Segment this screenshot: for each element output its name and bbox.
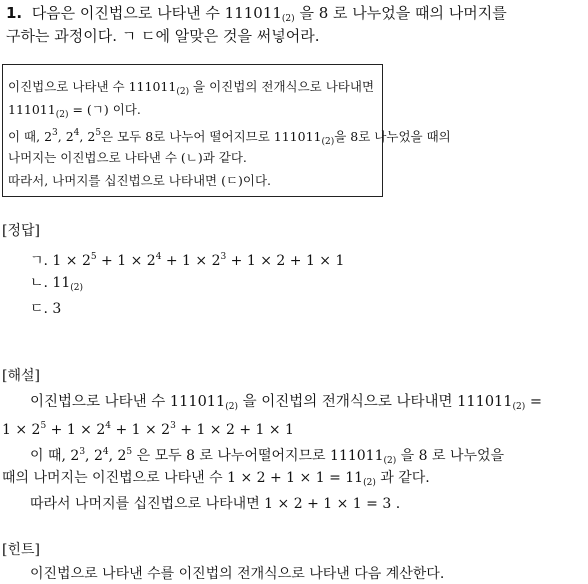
- answer-item-1: [30, 248, 344, 270]
- superscript: 5: [126, 447, 133, 457]
- text: , 2: [57, 129, 74, 144]
- text: , 2: [108, 448, 127, 464]
- question-line-1: [6, 4, 507, 28]
- question-number: 1.: [6, 4, 23, 22]
- explanation-heading: [해설]: [2, 368, 40, 384]
- box-line-3: [8, 124, 451, 151]
- subscript: (2): [321, 137, 335, 147]
- subscript: (2): [55, 110, 69, 120]
- text: 이진법으로 나타낸 수 111011: [30, 394, 226, 410]
- superscript: 5: [95, 128, 102, 138]
- superscript: 3: [52, 128, 58, 138]
- text: + 1 × 2: [46, 422, 106, 438]
- text: + 1 × 2: [96, 253, 156, 269]
- text: 때의 나머지는 이진법으로 나타낸 수 1 × 2 + 1 × 1 = 11: [2, 470, 364, 486]
- superscript: 5: [90, 252, 97, 262]
- answer-item-2: [30, 274, 83, 297]
- explanation-line-2: [2, 417, 294, 439]
- answer-item-3: ㄷ. 3: [30, 301, 62, 317]
- text: 을 8 로 나누었을: [396, 448, 505, 464]
- text: + 1 × 2 + 1 × 1: [226, 253, 345, 269]
- text: =: [525, 394, 543, 410]
- text: 을 이진법의 전개식으로 나타내면: [189, 79, 375, 94]
- superscript: 3: [79, 447, 86, 457]
- subscript: (2): [176, 87, 190, 97]
- text: 과 같다.: [375, 470, 430, 486]
- explanation-line-1: [30, 393, 542, 416]
- text: ㄴ. 11: [30, 275, 71, 291]
- subscript: (2): [70, 283, 83, 293]
- text: , 2: [85, 448, 103, 464]
- explanation-line-3: [30, 443, 504, 470]
- text: + 1 × 2: [161, 253, 221, 269]
- subscript: (2): [363, 478, 376, 488]
- superscript: 4: [102, 447, 109, 457]
- box-line-1: [8, 78, 374, 101]
- superscript: 5: [40, 421, 47, 431]
- answer-heading: [정답]: [2, 223, 40, 239]
- hint-line-1: 이진법으로 나타낸 수를 이진법의 전개식으로 나타낸 다음 계산한다.: [30, 566, 445, 582]
- explanation-line-4: [2, 469, 430, 492]
- box-line-4: 나머지는 이진법으로 나타낸 수 (ㄴ)과 같다.: [8, 150, 247, 165]
- text: 은 모두 8로 나누어 떨어지므로 111011: [101, 129, 322, 144]
- subscript: (2): [225, 402, 238, 412]
- subscript: (2): [512, 402, 526, 412]
- text: , 2: [79, 129, 96, 144]
- question-line-2: 구하는 과정이다. ㄱ ㄷ에 알맞은 것을 써넣어라.: [6, 27, 320, 45]
- hint-heading: [힌트]: [2, 542, 40, 558]
- text: + 1 × 2 + 1 × 1: [175, 422, 294, 438]
- text: 은 모두 8 로 나누어떨어지므로 111011: [132, 448, 384, 464]
- text: 111011: [8, 102, 56, 117]
- question-number-value: 111011: [224, 4, 282, 22]
- text: ㄱ. 1 × 2: [30, 253, 91, 269]
- process-box: [2, 64, 451, 197]
- text: 을 8로 나누었을 때의: [334, 129, 451, 144]
- text: 이 때, 2: [8, 129, 53, 144]
- text: = (ㄱ) 이다.: [68, 102, 141, 117]
- subscript: (2): [281, 14, 295, 24]
- subscript: (2): [383, 456, 397, 466]
- superscript: 3: [220, 252, 227, 262]
- text: 을 이진법의 전개식으로 나타내면 111011: [238, 394, 513, 410]
- superscript: 4: [155, 252, 162, 262]
- text: 1 × 2: [2, 422, 41, 438]
- text: 이 때, 2: [30, 448, 80, 464]
- box-line-2: [8, 101, 141, 124]
- text: 이진법으로 나타낸 수 111011: [8, 79, 177, 94]
- question-text-rest: 을 8 로 나누었을 때의 나머지를: [294, 4, 507, 22]
- explanation-line-5: 따라서 나머지를 십진법으로 나타내면 1 × 2 + 1 × 1 = 3 .: [30, 496, 401, 512]
- text: + 1 × 2: [111, 422, 171, 438]
- superscript: 3: [170, 421, 176, 431]
- superscript: 4: [73, 128, 80, 138]
- box-line-5: 따라서, 나머지를 십진법으로 나타내면 (ㄷ)이다.: [8, 173, 272, 188]
- question-text: 다음은 이진법으로 나타낸 수: [31, 4, 225, 22]
- superscript: 4: [105, 421, 111, 431]
